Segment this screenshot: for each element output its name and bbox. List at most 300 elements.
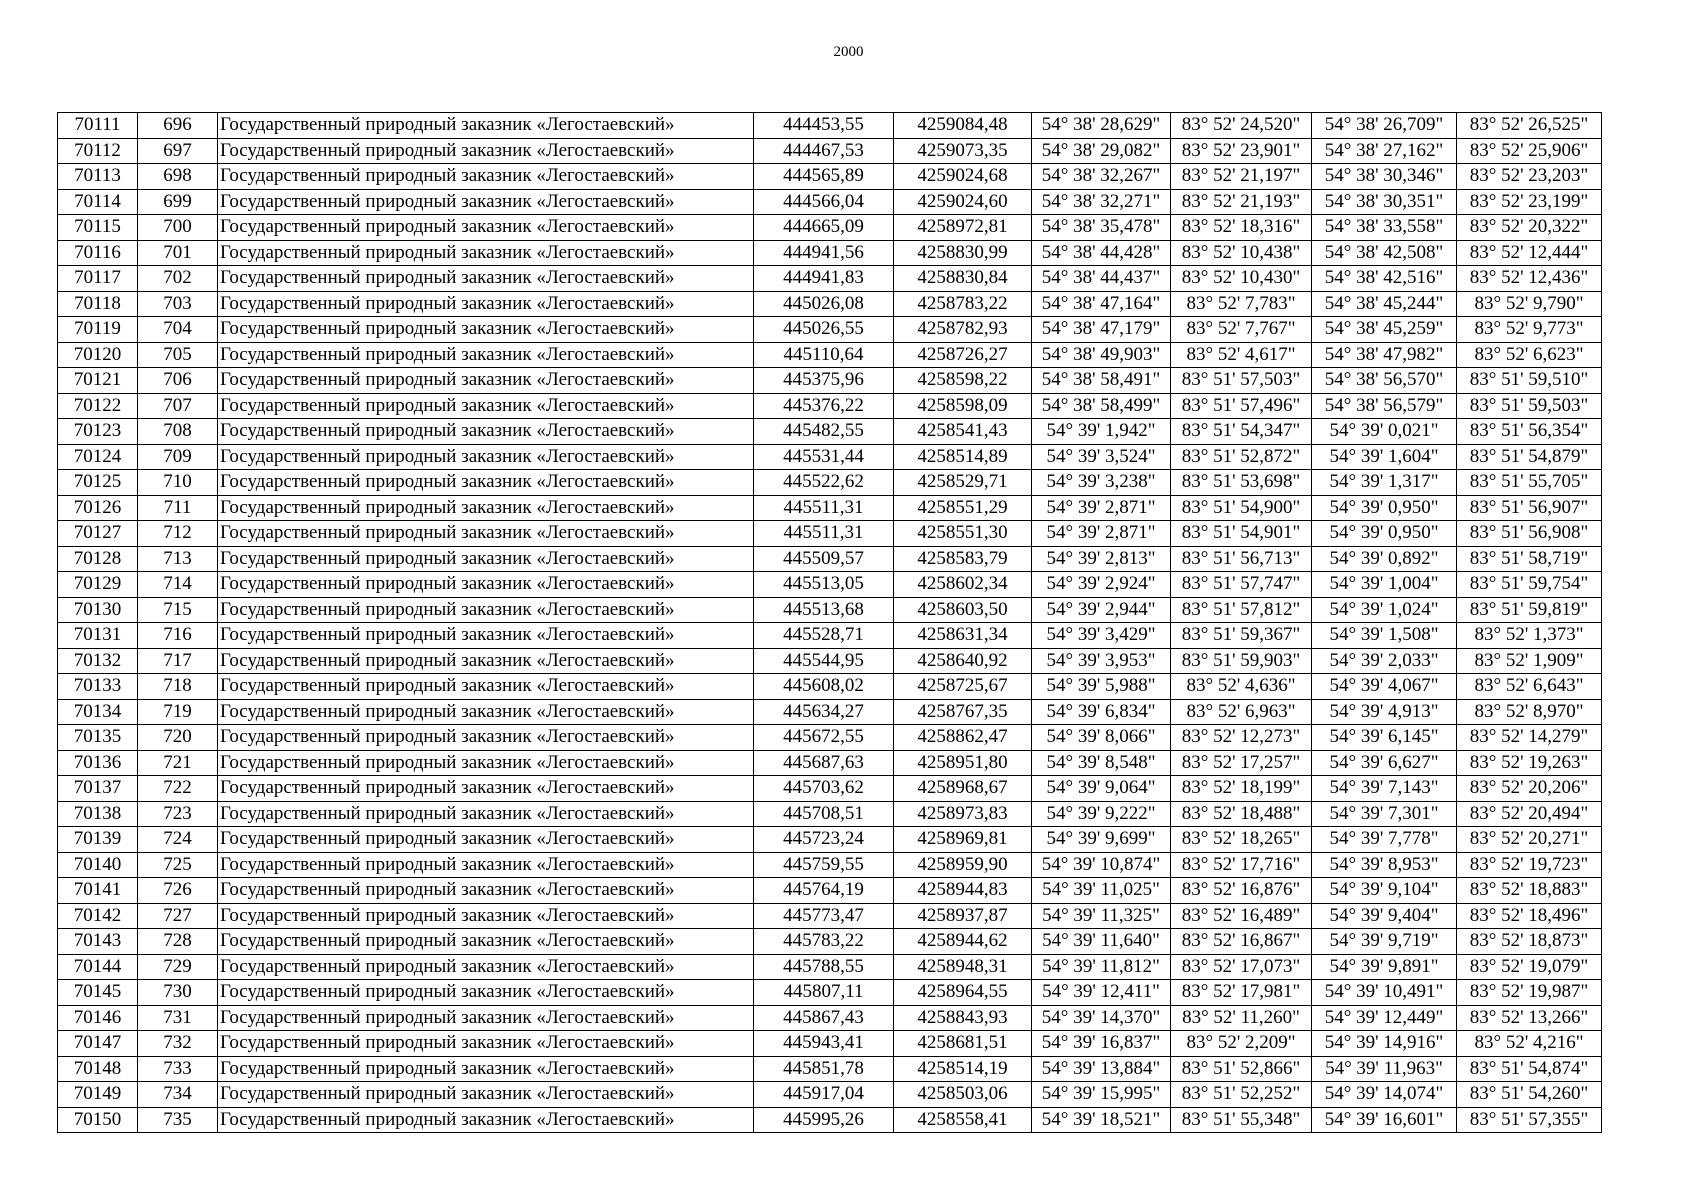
territory-name-cell: Государственный природный заказник «Легостаевский»	[218, 852, 754, 878]
territory-name-cell: Государственный природный заказник «Легостаевский»	[218, 419, 754, 445]
x-coordinate-cell: 445511,31	[754, 521, 894, 547]
record-id-cell: 70112	[58, 138, 138, 164]
territory-name-cell: Государственный природный заказник «Легостаевский»	[218, 776, 754, 802]
latitude-2-cell: 54° 38' 42,516"	[1312, 266, 1457, 292]
table-row	[58, 852, 1602, 878]
table-row	[58, 470, 1602, 496]
record-id-cell: 70141	[58, 878, 138, 904]
y-coordinate-cell: 4258969,81	[894, 827, 1032, 853]
table-row	[58, 368, 1602, 394]
y-coordinate-cell: 4258726,27	[894, 342, 1032, 368]
longitude-1-cell: 83° 51' 56,713"	[1171, 546, 1312, 572]
x-coordinate-cell: 445759,55	[754, 852, 894, 878]
record-id-cell: 70120	[58, 342, 138, 368]
territory-name-cell: Государственный природный заказник «Легостаевский»	[218, 954, 754, 980]
latitude-2-cell: 54° 39' 9,404"	[1312, 903, 1457, 929]
table-row	[58, 215, 1602, 241]
point-number-cell: 696	[138, 113, 218, 139]
latitude-1-cell: 54° 39' 16,837"	[1032, 1031, 1171, 1057]
point-number-cell: 699	[138, 189, 218, 215]
territory-name-cell: Государственный природный заказник «Легостаевский»	[218, 164, 754, 190]
x-coordinate-cell: 445608,02	[754, 674, 894, 700]
point-number-cell: 732	[138, 1031, 218, 1057]
y-coordinate-cell: 4259084,48	[894, 113, 1032, 139]
longitude-1-cell: 83° 52' 16,867"	[1171, 929, 1312, 955]
x-coordinate-cell: 445788,55	[754, 954, 894, 980]
territory-name-cell: Государственный природный заказник «Легостаевский»	[218, 470, 754, 496]
x-coordinate-cell: 445110,64	[754, 342, 894, 368]
table-row	[58, 878, 1602, 904]
latitude-1-cell: 54° 38' 47,164"	[1032, 291, 1171, 317]
x-coordinate-cell: 445672,55	[754, 725, 894, 751]
record-id-cell: 70125	[58, 470, 138, 496]
longitude-2-cell: 83° 51' 59,819"	[1457, 597, 1602, 623]
record-id-cell: 70131	[58, 623, 138, 649]
x-coordinate-cell: 445376,22	[754, 393, 894, 419]
latitude-2-cell: 54° 39' 8,953"	[1312, 852, 1457, 878]
point-number-cell: 716	[138, 623, 218, 649]
latitude-1-cell: 54° 38' 29,082"	[1032, 138, 1171, 164]
territory-name-cell: Государственный природный заказник «Легостаевский»	[218, 291, 754, 317]
point-number-cell: 726	[138, 878, 218, 904]
longitude-2-cell: 83° 52' 1,373"	[1457, 623, 1602, 649]
latitude-1-cell: 54° 39' 13,884"	[1032, 1056, 1171, 1082]
longitude-2-cell: 83° 52' 25,906"	[1457, 138, 1602, 164]
longitude-1-cell: 83° 52' 21,193"	[1171, 189, 1312, 215]
record-id-cell: 70119	[58, 317, 138, 343]
point-number-cell: 718	[138, 674, 218, 700]
table-row	[58, 164, 1602, 190]
latitude-2-cell: 54° 39' 14,074"	[1312, 1082, 1457, 1108]
longitude-1-cell: 83° 52' 16,489"	[1171, 903, 1312, 929]
point-number-cell: 707	[138, 393, 218, 419]
longitude-2-cell: 83° 52' 12,444"	[1457, 240, 1602, 266]
x-coordinate-cell: 445531,44	[754, 444, 894, 470]
y-coordinate-cell: 4258640,92	[894, 648, 1032, 674]
latitude-2-cell: 54° 39' 0,892"	[1312, 546, 1457, 572]
table-row	[58, 954, 1602, 980]
y-coordinate-cell: 4258551,29	[894, 495, 1032, 521]
y-coordinate-cell: 4258603,50	[894, 597, 1032, 623]
y-coordinate-cell: 4258514,19	[894, 1056, 1032, 1082]
y-coordinate-cell: 4258948,31	[894, 954, 1032, 980]
table-row	[58, 801, 1602, 827]
territory-name-cell: Государственный природный заказник «Легостаевский»	[218, 240, 754, 266]
longitude-2-cell: 83° 52' 1,909"	[1457, 648, 1602, 674]
x-coordinate-cell: 445544,95	[754, 648, 894, 674]
latitude-1-cell: 54° 39' 6,834"	[1032, 699, 1171, 725]
table-row	[58, 393, 1602, 419]
territory-name-cell: Государственный природный заказник «Легостаевский»	[218, 546, 754, 572]
record-id-cell: 70138	[58, 801, 138, 827]
territory-name-cell: Государственный природный заказник «Легостаевский»	[218, 725, 754, 751]
longitude-1-cell: 83° 52' 4,636"	[1171, 674, 1312, 700]
record-id-cell: 70140	[58, 852, 138, 878]
point-number-cell: 700	[138, 215, 218, 241]
territory-name-cell: Государственный природный заказник «Легостаевский»	[218, 368, 754, 394]
latitude-2-cell: 54° 39' 1,004"	[1312, 572, 1457, 598]
longitude-2-cell: 83° 51' 56,907"	[1457, 495, 1602, 521]
record-id-cell: 70133	[58, 674, 138, 700]
latitude-1-cell: 54° 39' 8,548"	[1032, 750, 1171, 776]
longitude-1-cell: 83° 51' 54,900"	[1171, 495, 1312, 521]
record-id-cell: 70114	[58, 189, 138, 215]
longitude-1-cell: 83° 52' 10,438"	[1171, 240, 1312, 266]
point-number-cell: 727	[138, 903, 218, 929]
latitude-2-cell: 54° 39' 4,913"	[1312, 699, 1457, 725]
latitude-1-cell: 54° 39' 2,924"	[1032, 572, 1171, 598]
record-id-cell: 70144	[58, 954, 138, 980]
longitude-1-cell: 83° 51' 59,903"	[1171, 648, 1312, 674]
point-number-cell: 720	[138, 725, 218, 751]
y-coordinate-cell: 4258951,80	[894, 750, 1032, 776]
longitude-2-cell: 83° 52' 6,643"	[1457, 674, 1602, 700]
latitude-1-cell: 54° 39' 9,699"	[1032, 827, 1171, 853]
longitude-2-cell: 83° 52' 12,436"	[1457, 266, 1602, 292]
latitude-1-cell: 54° 38' 49,903"	[1032, 342, 1171, 368]
x-coordinate-cell: 444565,89	[754, 164, 894, 190]
territory-name-cell: Государственный природный заказник «Легостаевский»	[218, 138, 754, 164]
latitude-1-cell: 54° 38' 58,491"	[1032, 368, 1171, 394]
latitude-1-cell: 54° 39' 2,813"	[1032, 546, 1171, 572]
latitude-2-cell: 54° 38' 33,558"	[1312, 215, 1457, 241]
x-coordinate-cell: 445513,68	[754, 597, 894, 623]
longitude-1-cell: 83° 52' 11,260"	[1171, 1005, 1312, 1031]
territory-name-cell: Государственный природный заказник «Легостаевский»	[218, 1056, 754, 1082]
record-id-cell: 70145	[58, 980, 138, 1006]
point-number-cell: 714	[138, 572, 218, 598]
table-row	[58, 597, 1602, 623]
latitude-1-cell: 54° 38' 44,428"	[1032, 240, 1171, 266]
table-row	[58, 648, 1602, 674]
longitude-1-cell: 83° 52' 18,265"	[1171, 827, 1312, 853]
longitude-1-cell: 83° 52' 4,617"	[1171, 342, 1312, 368]
y-coordinate-cell: 4258598,22	[894, 368, 1032, 394]
record-id-cell: 70135	[58, 725, 138, 751]
x-coordinate-cell: 445867,43	[754, 1005, 894, 1031]
table-row	[58, 1031, 1602, 1057]
territory-name-cell: Государственный природный заказник «Легостаевский»	[218, 266, 754, 292]
territory-name-cell: Государственный природный заказник «Легостаевский»	[218, 980, 754, 1006]
latitude-2-cell: 54° 38' 45,259"	[1312, 317, 1457, 343]
longitude-2-cell: 83° 52' 14,279"	[1457, 725, 1602, 751]
latitude-1-cell: 54° 39' 2,871"	[1032, 495, 1171, 521]
latitude-2-cell: 54° 39' 1,317"	[1312, 470, 1457, 496]
longitude-1-cell: 83° 51' 53,698"	[1171, 470, 1312, 496]
territory-name-cell: Государственный природный заказник «Легостаевский»	[218, 801, 754, 827]
longitude-2-cell: 83° 52' 26,525"	[1457, 113, 1602, 139]
point-number-cell: 719	[138, 699, 218, 725]
x-coordinate-cell: 445703,62	[754, 776, 894, 802]
table-row	[58, 674, 1602, 700]
record-id-cell: 70142	[58, 903, 138, 929]
latitude-2-cell: 54° 39' 1,604"	[1312, 444, 1457, 470]
x-coordinate-cell: 444941,83	[754, 266, 894, 292]
x-coordinate-cell: 445917,04	[754, 1082, 894, 1108]
territory-name-cell: Государственный природный заказник «Легостаевский»	[218, 699, 754, 725]
latitude-2-cell: 54° 39' 1,024"	[1312, 597, 1457, 623]
longitude-1-cell: 83° 52' 24,520"	[1171, 113, 1312, 139]
territory-name-cell: Государственный природный заказник «Легостаевский»	[218, 674, 754, 700]
x-coordinate-cell: 444467,53	[754, 138, 894, 164]
longitude-1-cell: 83° 52' 17,257"	[1171, 750, 1312, 776]
longitude-1-cell: 83° 51' 57,503"	[1171, 368, 1312, 394]
y-coordinate-cell: 4258964,55	[894, 980, 1032, 1006]
x-coordinate-cell: 444453,55	[754, 113, 894, 139]
x-coordinate-cell: 445528,71	[754, 623, 894, 649]
y-coordinate-cell: 4258551,30	[894, 521, 1032, 547]
record-id-cell: 70118	[58, 291, 138, 317]
x-coordinate-cell: 445026,08	[754, 291, 894, 317]
territory-name-cell: Государственный природный заказник «Легостаевский»	[218, 317, 754, 343]
table-row	[58, 546, 1602, 572]
latitude-1-cell: 54° 39' 10,874"	[1032, 852, 1171, 878]
table-row	[58, 138, 1602, 164]
longitude-2-cell: 83° 52' 4,216"	[1457, 1031, 1602, 1057]
record-id-cell: 70139	[58, 827, 138, 853]
record-id-cell: 70148	[58, 1056, 138, 1082]
point-number-cell: 733	[138, 1056, 218, 1082]
point-number-cell: 704	[138, 317, 218, 343]
latitude-2-cell: 54° 38' 26,709"	[1312, 113, 1457, 139]
latitude-2-cell: 54° 39' 9,891"	[1312, 954, 1457, 980]
x-coordinate-cell: 445851,78	[754, 1056, 894, 1082]
latitude-1-cell: 54° 38' 58,499"	[1032, 393, 1171, 419]
y-coordinate-cell: 4258681,51	[894, 1031, 1032, 1057]
point-number-cell: 698	[138, 164, 218, 190]
table-row	[58, 1005, 1602, 1031]
longitude-2-cell: 83° 52' 23,203"	[1457, 164, 1602, 190]
longitude-1-cell: 83° 52' 18,488"	[1171, 801, 1312, 827]
longitude-1-cell: 83° 52' 18,316"	[1171, 215, 1312, 241]
point-number-cell: 717	[138, 648, 218, 674]
longitude-2-cell: 83° 51' 59,754"	[1457, 572, 1602, 598]
latitude-2-cell: 54° 39' 7,143"	[1312, 776, 1457, 802]
longitude-2-cell: 83° 51' 55,705"	[1457, 470, 1602, 496]
y-coordinate-cell: 4258725,67	[894, 674, 1032, 700]
latitude-2-cell: 54° 38' 56,570"	[1312, 368, 1457, 394]
point-number-cell: 721	[138, 750, 218, 776]
latitude-2-cell: 54° 39' 1,508"	[1312, 623, 1457, 649]
longitude-1-cell: 83° 52' 16,876"	[1171, 878, 1312, 904]
record-id-cell: 70149	[58, 1082, 138, 1108]
latitude-2-cell: 54° 39' 7,301"	[1312, 801, 1457, 827]
point-number-cell: 724	[138, 827, 218, 853]
longitude-2-cell: 83° 52' 20,271"	[1457, 827, 1602, 853]
y-coordinate-cell: 4259024,68	[894, 164, 1032, 190]
point-number-cell: 712	[138, 521, 218, 547]
x-coordinate-cell: 445943,41	[754, 1031, 894, 1057]
y-coordinate-cell: 4258541,43	[894, 419, 1032, 445]
longitude-2-cell: 83° 52' 19,263"	[1457, 750, 1602, 776]
y-coordinate-cell: 4258503,06	[894, 1082, 1032, 1108]
longitude-1-cell: 83° 51' 54,347"	[1171, 419, 1312, 445]
longitude-2-cell: 83° 52' 23,199"	[1457, 189, 1602, 215]
point-number-cell: 723	[138, 801, 218, 827]
x-coordinate-cell: 445522,62	[754, 470, 894, 496]
latitude-2-cell: 54° 39' 0,950"	[1312, 521, 1457, 547]
longitude-1-cell: 83° 51' 55,348"	[1171, 1107, 1312, 1133]
point-number-cell: 708	[138, 419, 218, 445]
record-id-cell: 70128	[58, 546, 138, 572]
y-coordinate-cell: 4258973,83	[894, 801, 1032, 827]
record-id-cell: 70124	[58, 444, 138, 470]
y-coordinate-cell: 4258602,34	[894, 572, 1032, 598]
point-number-cell: 711	[138, 495, 218, 521]
point-number-cell: 730	[138, 980, 218, 1006]
record-id-cell: 70122	[58, 393, 138, 419]
x-coordinate-cell: 445708,51	[754, 801, 894, 827]
y-coordinate-cell: 4258944,83	[894, 878, 1032, 904]
table-row	[58, 1107, 1602, 1133]
y-coordinate-cell: 4258944,62	[894, 929, 1032, 955]
record-id-cell: 70111	[58, 113, 138, 139]
latitude-1-cell: 54° 39' 14,370"	[1032, 1005, 1171, 1031]
longitude-1-cell: 83° 52' 7,783"	[1171, 291, 1312, 317]
table-row	[58, 419, 1602, 445]
y-coordinate-cell: 4258972,81	[894, 215, 1032, 241]
table-row	[58, 240, 1602, 266]
latitude-1-cell: 54° 38' 47,179"	[1032, 317, 1171, 343]
latitude-2-cell: 54° 39' 11,963"	[1312, 1056, 1457, 1082]
y-coordinate-cell: 4259073,35	[894, 138, 1032, 164]
longitude-2-cell: 83° 52' 19,723"	[1457, 852, 1602, 878]
y-coordinate-cell: 4258558,41	[894, 1107, 1032, 1133]
latitude-1-cell: 54° 39' 3,953"	[1032, 648, 1171, 674]
longitude-2-cell: 83° 52' 19,079"	[1457, 954, 1602, 980]
point-number-cell: 706	[138, 368, 218, 394]
record-id-cell: 70134	[58, 699, 138, 725]
table-row	[58, 980, 1602, 1006]
record-id-cell: 70137	[58, 776, 138, 802]
table-row	[58, 317, 1602, 343]
latitude-1-cell: 54° 39' 9,064"	[1032, 776, 1171, 802]
territory-name-cell: Государственный природный заказник «Легостаевский»	[218, 189, 754, 215]
latitude-2-cell: 54° 38' 27,162"	[1312, 138, 1457, 164]
y-coordinate-cell: 4258598,09	[894, 393, 1032, 419]
territory-name-cell: Государственный природный заказник «Легостаевский»	[218, 215, 754, 241]
longitude-1-cell: 83° 52' 6,963"	[1171, 699, 1312, 725]
table-row	[58, 903, 1602, 929]
latitude-1-cell: 54° 39' 2,871"	[1032, 521, 1171, 547]
latitude-2-cell: 54° 39' 0,950"	[1312, 495, 1457, 521]
record-id-cell: 70129	[58, 572, 138, 598]
territory-name-cell: Государственный природный заказник «Легостаевский»	[218, 521, 754, 547]
x-coordinate-cell: 445783,22	[754, 929, 894, 955]
latitude-1-cell: 54° 39' 11,812"	[1032, 954, 1171, 980]
record-id-cell: 70113	[58, 164, 138, 190]
latitude-1-cell: 54° 39' 11,025"	[1032, 878, 1171, 904]
table-row	[58, 572, 1602, 598]
y-coordinate-cell: 4258830,84	[894, 266, 1032, 292]
point-number-cell: 715	[138, 597, 218, 623]
longitude-2-cell: 83° 52' 8,970"	[1457, 699, 1602, 725]
latitude-1-cell: 54° 39' 5,988"	[1032, 674, 1171, 700]
territory-name-cell: Государственный природный заказник «Легостаевский»	[218, 572, 754, 598]
record-id-cell: 70123	[58, 419, 138, 445]
x-coordinate-cell: 445723,24	[754, 827, 894, 853]
point-number-cell: 729	[138, 954, 218, 980]
y-coordinate-cell: 4258968,67	[894, 776, 1032, 802]
point-number-cell: 701	[138, 240, 218, 266]
latitude-2-cell: 54° 39' 6,627"	[1312, 750, 1457, 776]
territory-name-cell: Государственный природный заказник «Легостаевский»	[218, 342, 754, 368]
territory-name-cell: Государственный природный заказник «Легостаевский»	[218, 648, 754, 674]
longitude-1-cell: 83° 52' 21,197"	[1171, 164, 1312, 190]
y-coordinate-cell: 4258783,22	[894, 291, 1032, 317]
record-id-cell: 70143	[58, 929, 138, 955]
latitude-2-cell: 54° 39' 2,033"	[1312, 648, 1457, 674]
latitude-2-cell: 54° 39' 6,145"	[1312, 725, 1457, 751]
latitude-2-cell: 54° 38' 56,579"	[1312, 393, 1457, 419]
latitude-2-cell: 54° 39' 14,916"	[1312, 1031, 1457, 1057]
table-row	[58, 827, 1602, 853]
x-coordinate-cell: 445026,55	[754, 317, 894, 343]
x-coordinate-cell: 445995,26	[754, 1107, 894, 1133]
longitude-1-cell: 83° 52' 2,209"	[1171, 1031, 1312, 1057]
longitude-1-cell: 83° 52' 23,901"	[1171, 138, 1312, 164]
territory-name-cell: Государственный природный заказник «Легостаевский»	[218, 495, 754, 521]
coordinates-table	[57, 112, 1602, 1133]
table-row	[58, 521, 1602, 547]
territory-name-cell: Государственный природный заказник «Легостаевский»	[218, 1082, 754, 1108]
latitude-1-cell: 54° 39' 3,524"	[1032, 444, 1171, 470]
latitude-1-cell: 54° 39' 11,640"	[1032, 929, 1171, 955]
y-coordinate-cell: 4258631,34	[894, 623, 1032, 649]
point-number-cell: 709	[138, 444, 218, 470]
longitude-2-cell: 83° 52' 18,873"	[1457, 929, 1602, 955]
latitude-2-cell: 54° 39' 10,491"	[1312, 980, 1457, 1006]
longitude-2-cell: 83° 52' 20,206"	[1457, 776, 1602, 802]
territory-name-cell: Государственный природный заказник «Легостаевский»	[218, 393, 754, 419]
latitude-2-cell: 54° 38' 42,508"	[1312, 240, 1457, 266]
record-id-cell: 70126	[58, 495, 138, 521]
latitude-1-cell: 54° 39' 11,325"	[1032, 903, 1171, 929]
longitude-2-cell: 83° 51' 58,719"	[1457, 546, 1602, 572]
record-id-cell: 70146	[58, 1005, 138, 1031]
table-row	[58, 113, 1602, 139]
y-coordinate-cell: 4258583,79	[894, 546, 1032, 572]
table-body	[58, 113, 1602, 1133]
table-row	[58, 189, 1602, 215]
table-row	[58, 266, 1602, 292]
longitude-1-cell: 83° 52' 17,073"	[1171, 954, 1312, 980]
y-coordinate-cell: 4258529,71	[894, 470, 1032, 496]
record-id-cell: 70127	[58, 521, 138, 547]
latitude-1-cell: 54° 39' 12,411"	[1032, 980, 1171, 1006]
latitude-1-cell: 54° 39' 2,944"	[1032, 597, 1171, 623]
longitude-1-cell: 83° 51' 52,872"	[1171, 444, 1312, 470]
x-coordinate-cell: 444941,56	[754, 240, 894, 266]
point-number-cell: 710	[138, 470, 218, 496]
table-row	[58, 495, 1602, 521]
latitude-1-cell: 54° 39' 3,238"	[1032, 470, 1171, 496]
point-number-cell: 702	[138, 266, 218, 292]
x-coordinate-cell: 445764,19	[754, 878, 894, 904]
longitude-2-cell: 83° 51' 56,908"	[1457, 521, 1602, 547]
table-row	[58, 342, 1602, 368]
latitude-1-cell: 54° 38' 32,271"	[1032, 189, 1171, 215]
point-number-cell: 735	[138, 1107, 218, 1133]
table-row	[58, 1056, 1602, 1082]
longitude-1-cell: 83° 52' 17,981"	[1171, 980, 1312, 1006]
territory-name-cell: Государственный природный заказник «Легостаевский»	[218, 444, 754, 470]
latitude-1-cell: 54° 38' 28,629"	[1032, 113, 1171, 139]
longitude-2-cell: 83° 51' 54,874"	[1457, 1056, 1602, 1082]
table-row	[58, 1082, 1602, 1108]
territory-name-cell: Государственный природный заказник «Легостаевский»	[218, 597, 754, 623]
longitude-2-cell: 83° 52' 18,883"	[1457, 878, 1602, 904]
